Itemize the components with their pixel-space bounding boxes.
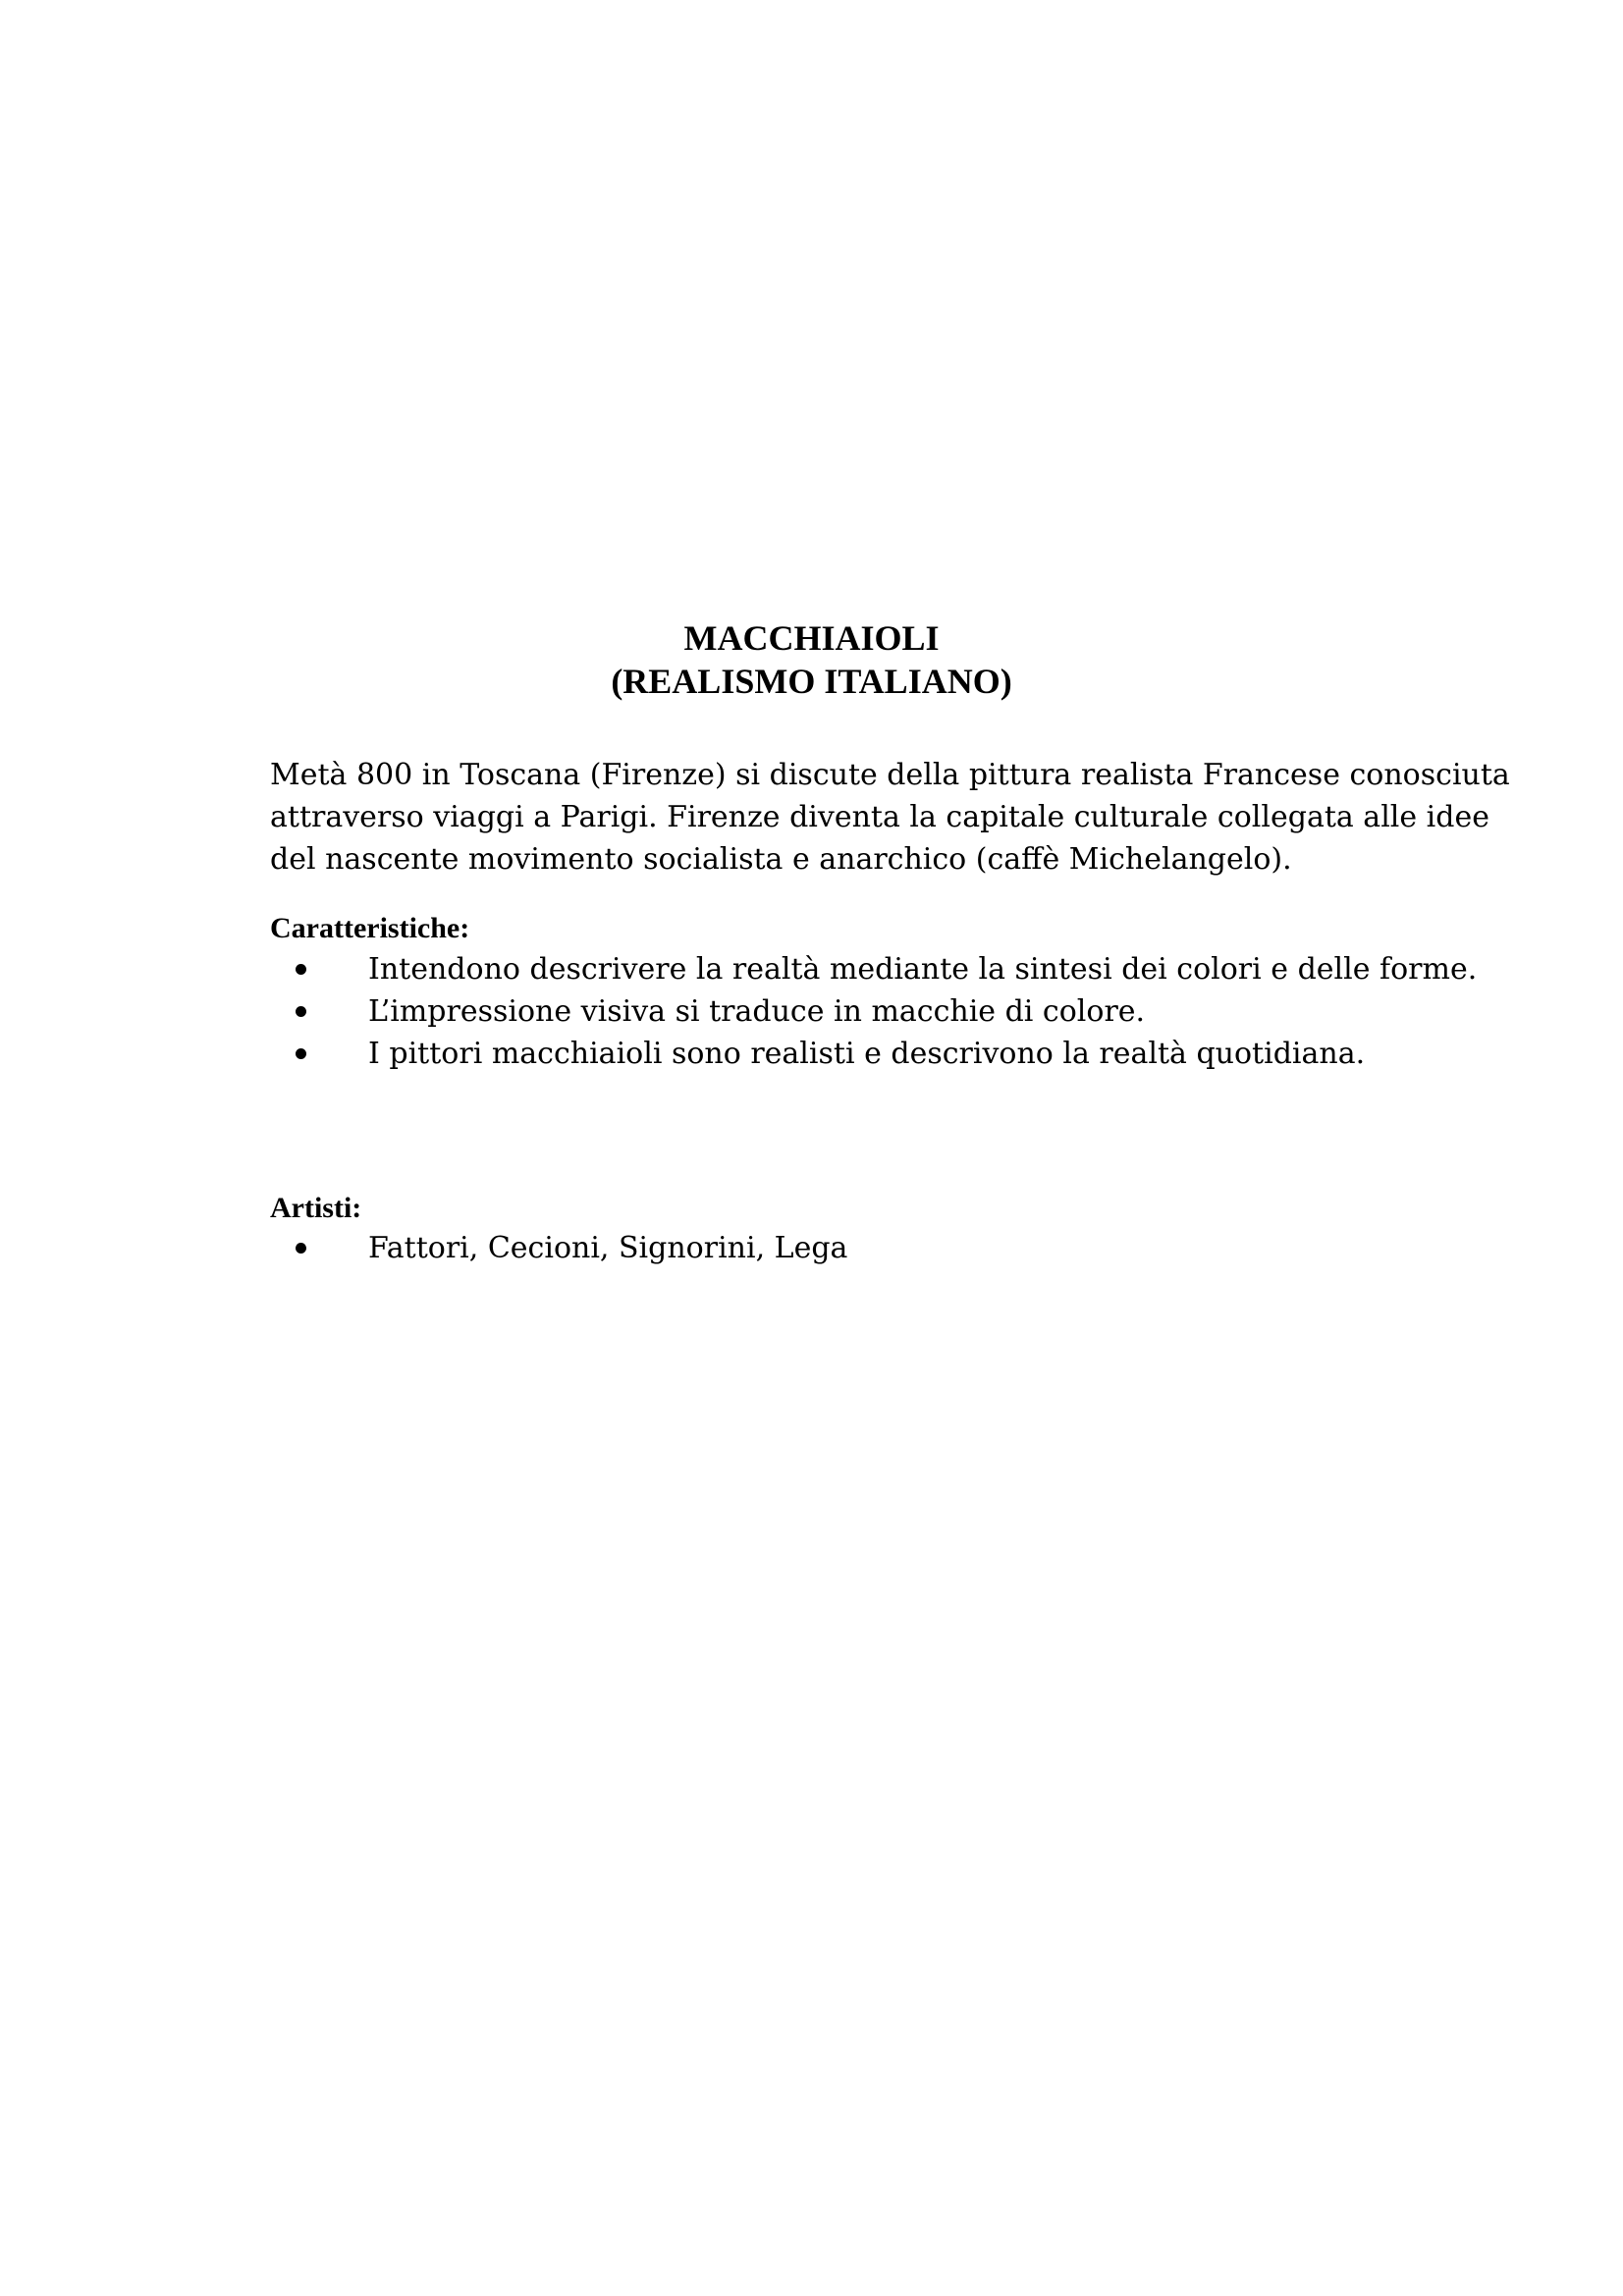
intro-line: Metà 800 in Toscana (Firenze) si discute della pittura realista Francese conosciuta — [270, 758, 1510, 792]
document-title — [0, 616, 1623, 703]
bullet-icon — [296, 1048, 306, 1059]
list-item-text: Intendono descrivere la realtà mediante la sintesi dei colori e delle forme. — [368, 952, 1478, 987]
list-item-text: Fattori, Cecioni, Signorini, Lega — [368, 1231, 848, 1265]
intro-paragraph — [270, 754, 1510, 881]
section-heading-artisti: Artisti: — [270, 1192, 362, 1224]
bullet-icon — [296, 1006, 306, 1017]
title-main: MACCHIAIOLI — [683, 618, 940, 658]
list-item-text: I pittori macchiaioli sono realisti e descrivono la realtà quotidiana. — [368, 1037, 1366, 1071]
bullet-icon — [296, 1243, 306, 1254]
intro-line: del nascente movimento socialista e anarchico (caffè Michelangelo). — [270, 842, 1292, 877]
bullet-icon — [296, 964, 306, 975]
section-heading-caratteristiche: Caratteristiche: — [270, 912, 470, 944]
list-item-text: L’impressione visiva si traduce in macchie di colore. — [368, 994, 1146, 1029]
intro-line: attraverso viaggi a Parigi. Firenze diventa la capitale culturale collegata alle idee — [270, 800, 1489, 834]
title-subtitle: (REALISMO ITALIANO) — [611, 662, 1012, 701]
